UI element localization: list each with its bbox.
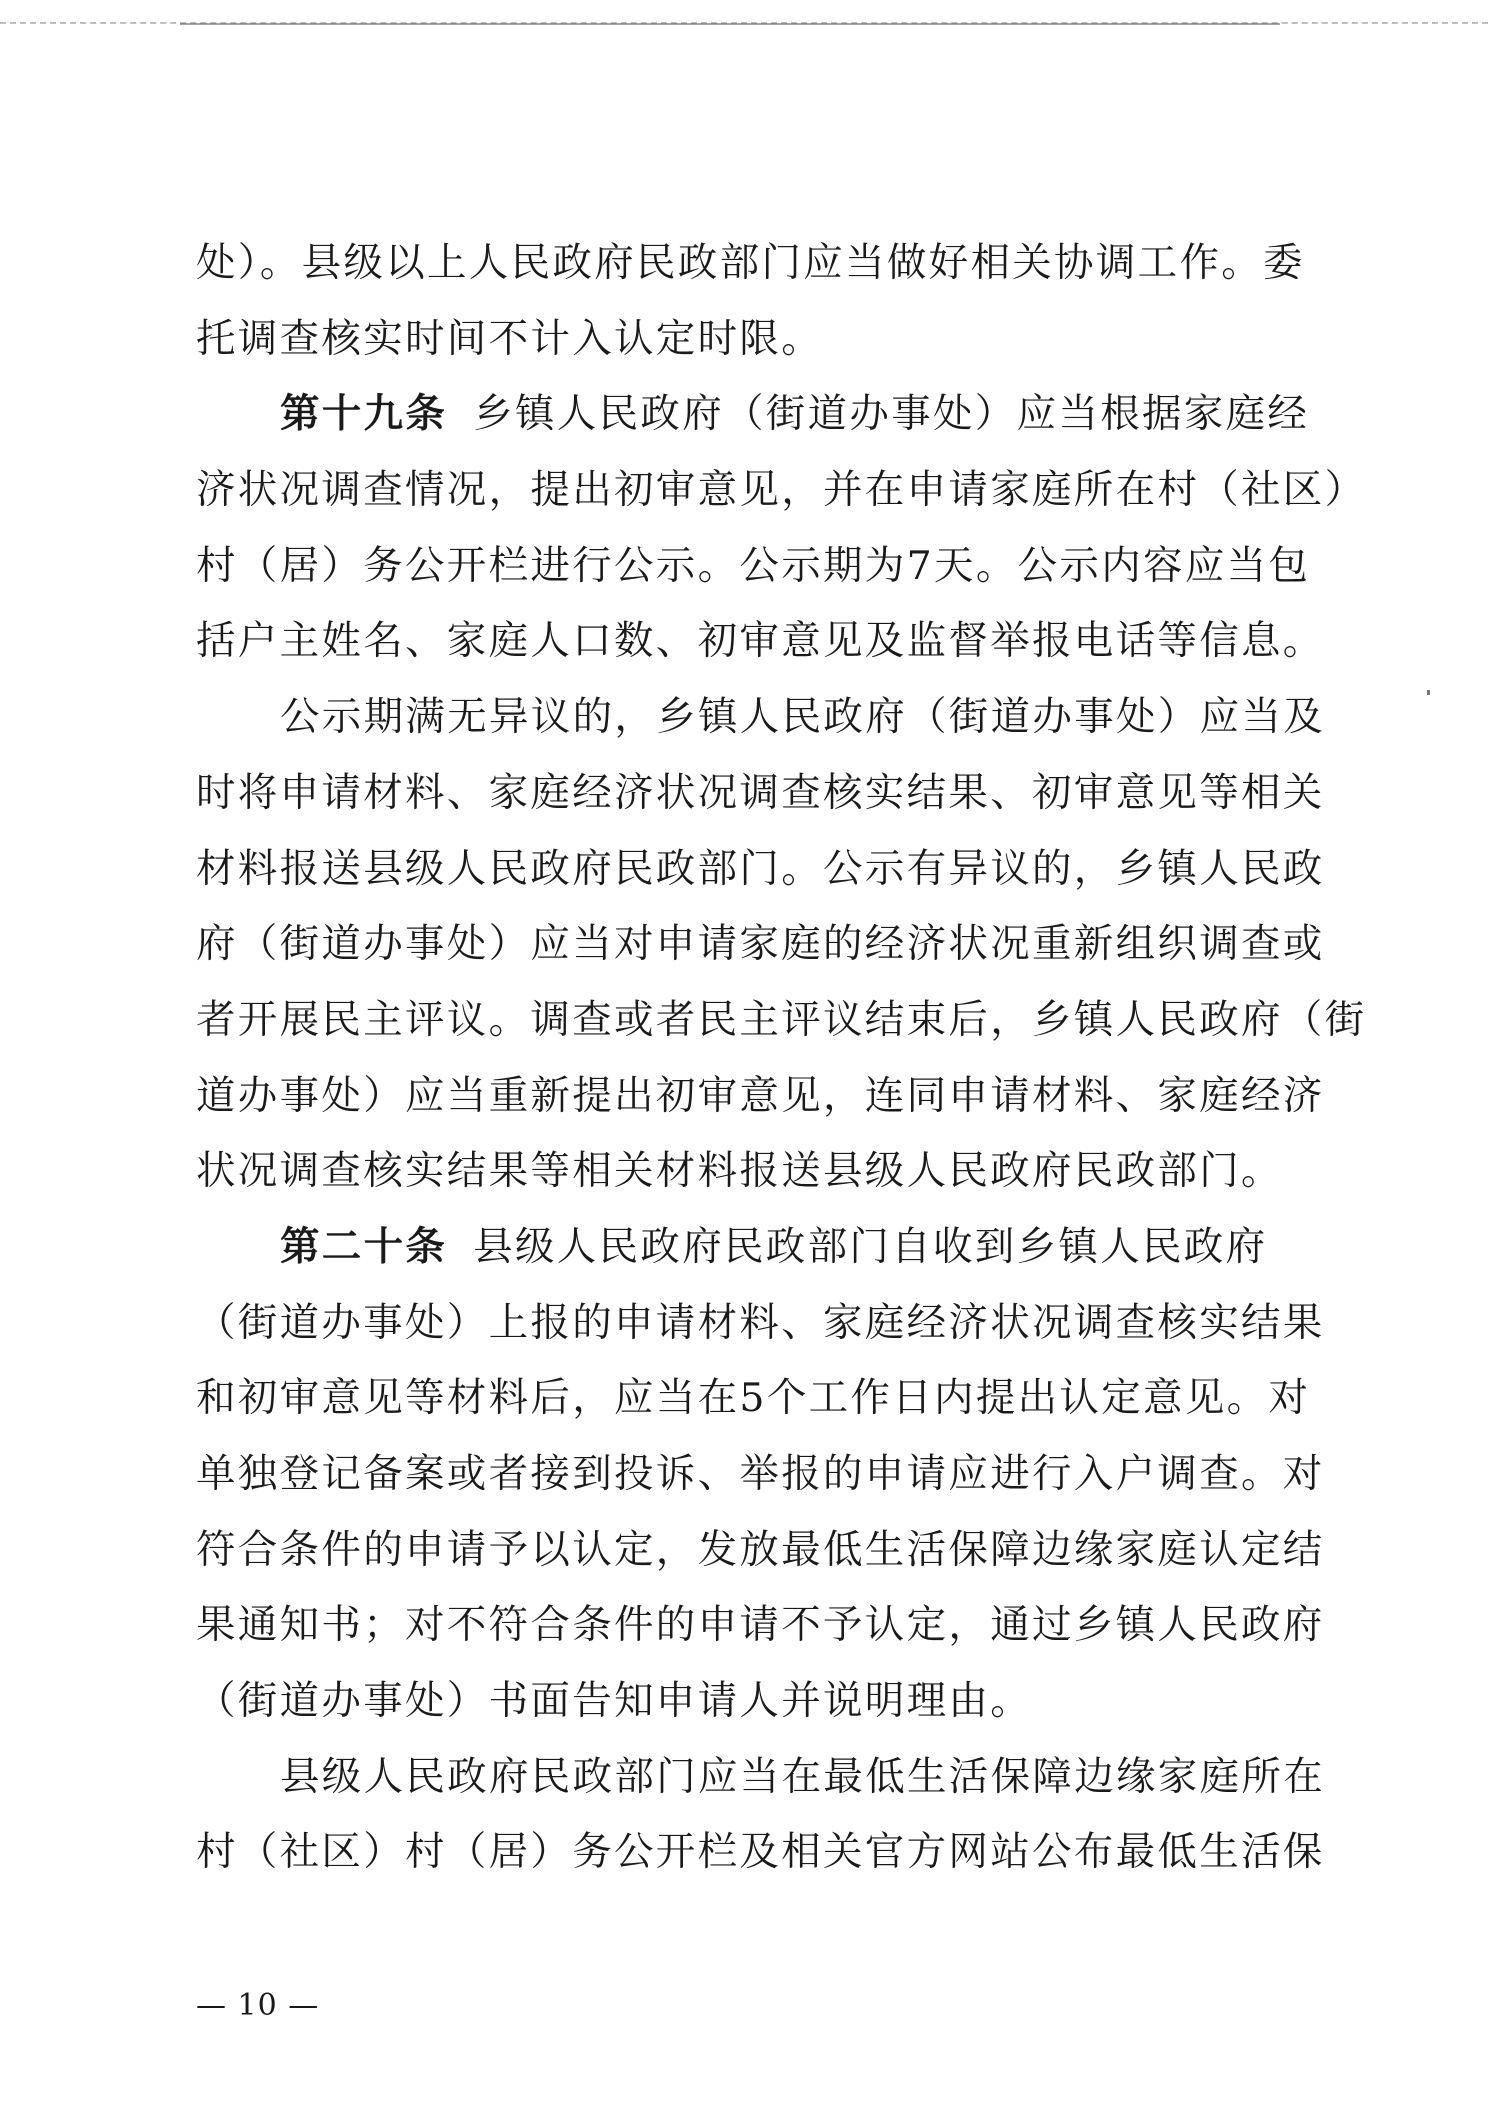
body-line: 托调查核实时间不计入认定时限。 — [196, 315, 823, 362]
article-20-heading: 第二十条 — [280, 1223, 448, 1270]
body-line: （街道办事处）上报的申请材料、家庭经济状况调查核实结果 — [196, 1299, 1325, 1346]
body-line: 道办事处）应当重新提出初审意见，连同申请材料、家庭经济 — [196, 1072, 1325, 1119]
body-line: 者开展民主评议。调查或者民主评议结束后，乡镇人民政府（街 — [196, 996, 1367, 1043]
article-19-line — [196, 377, 1316, 453]
body-line: 单独登记备案或者接到投诉、举报的申请应进行入户调查。对 — [196, 1451, 1325, 1497]
body-line: 济状况调查情况，提出初审意见，并在申请家庭所在村（社区） — [196, 467, 1367, 514]
body-line: 果通知书；对不符合条件的申请不予认定，通过乡镇人民政府 — [196, 1602, 1325, 1649]
article-19-text: 乡镇人民政府（街道办事处）应当根据家庭经 — [473, 391, 1310, 438]
body-line: 村（居）务公开栏进行公示。公示期为7天。公示内容应当包 — [196, 542, 1311, 589]
body-line: 材料报送县级人民政府民政部门。公示有异议的，乡镇人民政 — [196, 845, 1325, 892]
article-19-heading: 第十九条 — [280, 391, 448, 438]
body-line: （街道办事处）书面告知申请人并说明理由。 — [196, 1678, 1032, 1725]
body-line: 括户主姓名、家庭人口数、初审意见及监督举报电话等信息。 — [196, 618, 1325, 665]
article-20-text: 县级人民政府民政部门自收到乡镇人民政府 — [473, 1223, 1268, 1270]
scan-speck — [1427, 690, 1430, 695]
scan-top-rule — [180, 23, 1280, 25]
body-line: 府（街道办事处）应当对申请家庭的经济状况重新组织调查或 — [196, 921, 1325, 968]
body-line: 状况调查核实结果等相关材料报送县级人民政府民政部门。 — [196, 1148, 1283, 1195]
body-line: 和初审意见等材料后，应当在5个工作日内提出认定意见。对 — [196, 1375, 1311, 1422]
body-line: 符合条件的申请予以认定，发放最低生活保障边缘家庭认定结 — [196, 1526, 1325, 1573]
paragraph-start-line: 县级人民政府民政部门应当在最低生活保障边缘家庭所在 — [280, 1753, 1325, 1800]
paragraph-start-line: 公示期满无异议的，乡镇人民政府（街道办事处）应当及 — [280, 694, 1325, 741]
document-body — [196, 226, 1367, 1891]
body-line: 处）。县级以上人民政府民政部门应当做好相关协调工作。委 — [196, 240, 1305, 286]
article-20-line — [196, 1210, 1316, 1286]
body-line: 时将申请材料、家庭经济状况调查核实结果、初审意见等相关 — [196, 769, 1325, 816]
page-number: — 10 — — [196, 1988, 320, 2023]
body-line: 村（社区）村（居）务公开栏及相关官方网站公布最低生活保 — [196, 1829, 1325, 1876]
